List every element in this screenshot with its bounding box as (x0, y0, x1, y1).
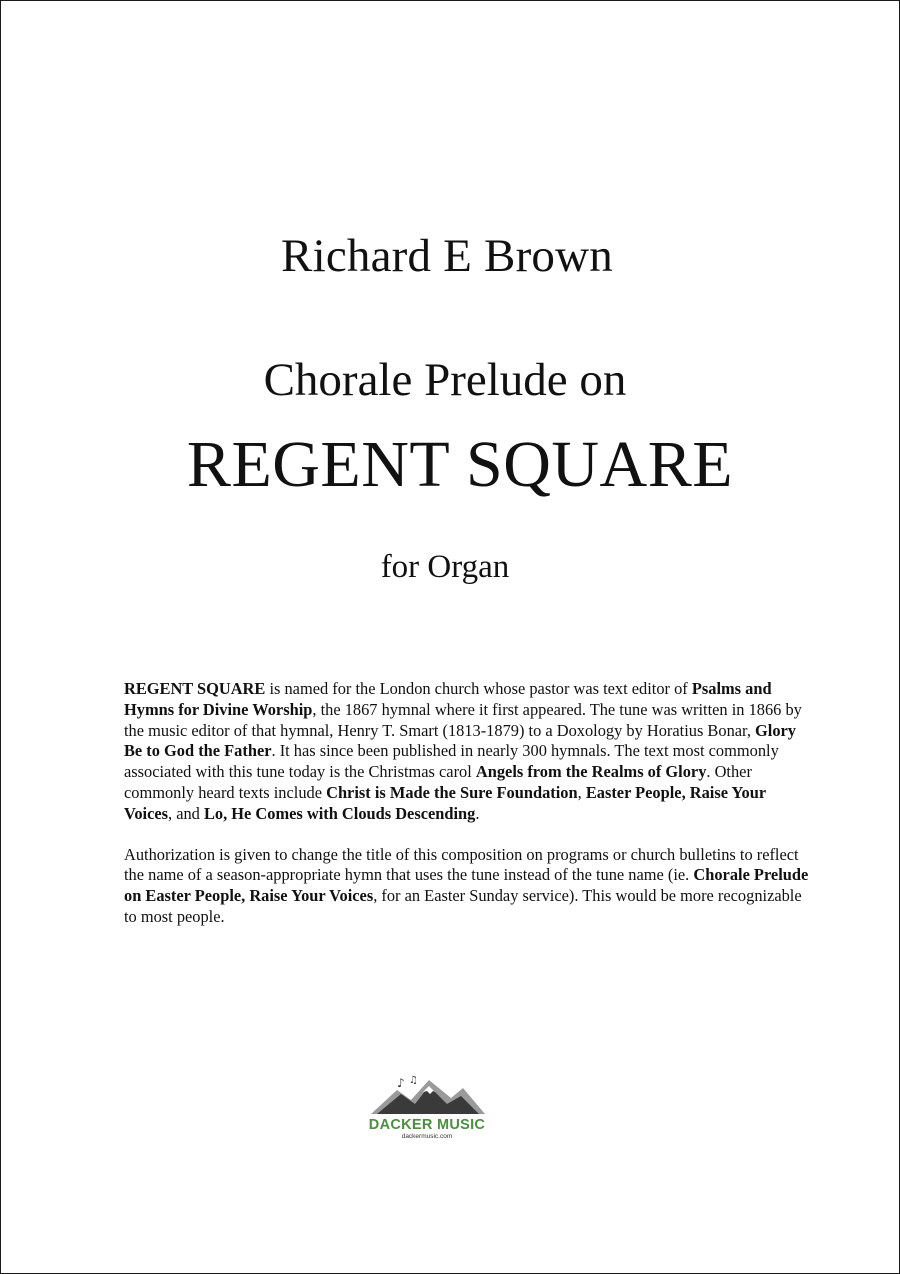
composer-name: Richard E Brown (281, 230, 613, 282)
bold-title-reference: Psalms and Hymns for Divine Worship (124, 679, 772, 719)
tune-title: REGENT SQUARE (186, 428, 734, 501)
bold-title-reference: Chorale Prelude on Easter People, Raise Your Voices (124, 865, 809, 906)
text-run: , for an Easter Sunday service). This would be more recognizable to most people. (124, 886, 802, 926)
bold-title-reference: Glory Be to God the Father (124, 720, 796, 761)
bold-title-reference: Easter People, Raise Your Voices (124, 782, 766, 823)
bold-title-reference: Angels from the Realms of Glory (475, 762, 707, 782)
text-run: , the 1867 hymnal where it first appeared. The tune was written in 1866 by the music editor of that hymnal, Henry T. Smart (1813-1879) to a Doxology by Horatius Bonar, (124, 699, 802, 740)
text-run: Authorization is given to change the title of this composition on programs or church bulletins to reflect the name of a season-appropriate hymn that uses the tune instead of the tune name (ie. (124, 844, 799, 885)
bold-title-reference: REGENT SQUARE (124, 679, 266, 698)
mountains-icon (367, 1074, 487, 1116)
text-run: , and (168, 803, 204, 823)
instrument-line: for Organ (380, 549, 510, 585)
music-note-icon: ♪ (397, 1076, 405, 1090)
text-run: is named for the London church whose pastor was text editor of (265, 679, 692, 698)
bold-title-reference: Lo, He Comes with Clouds Descending (203, 803, 476, 823)
text-run: . Other commonly heard texts include (124, 762, 752, 802)
publisher-name: DACKER MUSIC (368, 1117, 486, 1133)
prelude-subtitle: Chorale Prelude on (263, 354, 627, 406)
notes-paragraph-authorization (124, 845, 814, 928)
notes-paragraph-history (124, 679, 814, 825)
text-run: . It has since been published in nearly 300 hymnals. The text most commonly associated with this tune today is the Christmas carol (124, 741, 779, 782)
text-run: . (475, 803, 480, 823)
music-note-icon-2: ♫ (409, 1075, 418, 1086)
publisher-url: dackermusic.com (401, 1133, 453, 1140)
program-notes (124, 679, 814, 928)
text-run: , (577, 782, 586, 802)
publisher-logo (361, 1074, 493, 1141)
bold-title-reference: Christ is Made the Sure Foundation (326, 782, 578, 802)
